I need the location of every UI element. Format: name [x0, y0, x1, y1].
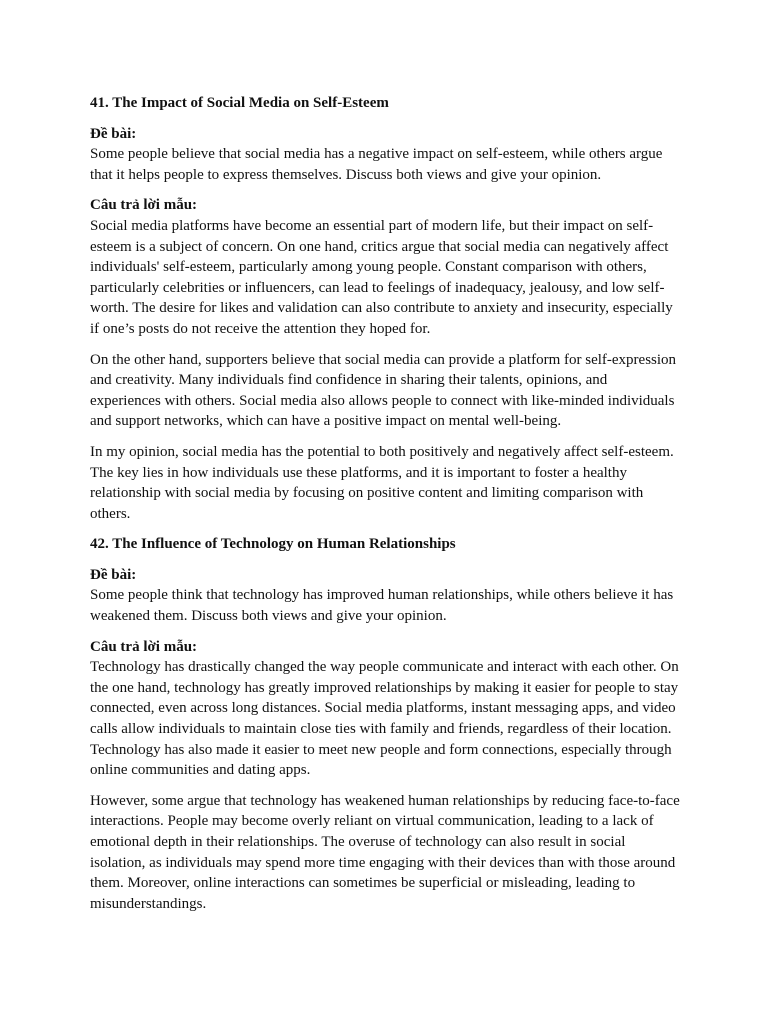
answer-label: Câu trả lời mẫu:: [90, 638, 198, 655]
answer-paragraph: Social media platforms have become an essential part of modern life, but their impact on self-esteem is a subject of concern. On one hand, critics argue that social media can negatively affect individuals' self-esteem, particularly among young people. Constant comparison with others, particularly celebrities or influencers, can lead to feelings of inadequacy, jealousy, and low self-worth. The desire for likes and validation can also contribute to anxiety and insecurity, especially if one’s posts do not receive the attention they hoped for.: [90, 217, 673, 337]
answer-block: [90, 637, 680, 781]
answer-paragraph: Technology has drastically changed the way people communicate and interact with each other. On the one hand, technology has greatly improved relationships by making it easier for people to stay connected, even across long distances. Social media platforms, instant messaging apps, and video calls allow individuals to maintain close ties with family and friends, regardless of their location. Technology has also made it easier to meet new people and form connections, especially through online communities and dating apps.: [90, 659, 679, 779]
section-41: [90, 93, 680, 524]
answer-paragraph: On the other hand, supporters believe that social media can provide a platform for self-expression and creativity. Many individuals find confidence in sharing their talents, opinions, and experiences with others. Social media also allows people to connect with like-minded individuals and support networks, which can have a positive impact on mental well-being.: [90, 351, 677, 430]
answer-paragraph: However, some argue that technology has weakened human relationships by reducing face-to-face interactions. People may become overly reliant on virtual communication, leading to a lack of emotional depth in their relationships. The overuse of technology can also result in social isolation, as individuals may spend more time engaging with their devices than with those around them. Moreover, online interactions can sometimes be superficial or misleading, leading to misunderstandings.: [90, 792, 680, 912]
prompt-label: Đề bài:: [90, 566, 137, 583]
section-title: 41. The Impact of Social Media on Self-Esteem: [90, 95, 389, 111]
answer-paragraph: In my opinion, social media has the potential to both positively and negatively affect self-esteem. The key lies in how individuals use these platforms, and it is important to foster a healthy relationship with social media by focusing on positive content and limiting comparison with others.: [90, 443, 674, 522]
answer-block: [90, 195, 680, 339]
answer-label: Câu trả lời mẫu:: [90, 197, 198, 214]
section-42: [90, 534, 680, 914]
document-page: [90, 93, 680, 924]
prompt-block: [90, 124, 680, 186]
prompt-label: Đề bài:: [90, 125, 137, 142]
prompt-text: Some people believe that social media has a negative impact on self-esteem, while others argue that it helps people to express themselves. Discuss both views and give your opinion.: [90, 146, 663, 183]
prompt-text: Some people think that technology has improved human relationships, while others believe it has weakened them. Discuss both views and give your opinion.: [90, 587, 674, 625]
prompt-block: [90, 565, 680, 627]
section-title: 42. The Influence of Technology on Human Relationships: [90, 536, 456, 553]
